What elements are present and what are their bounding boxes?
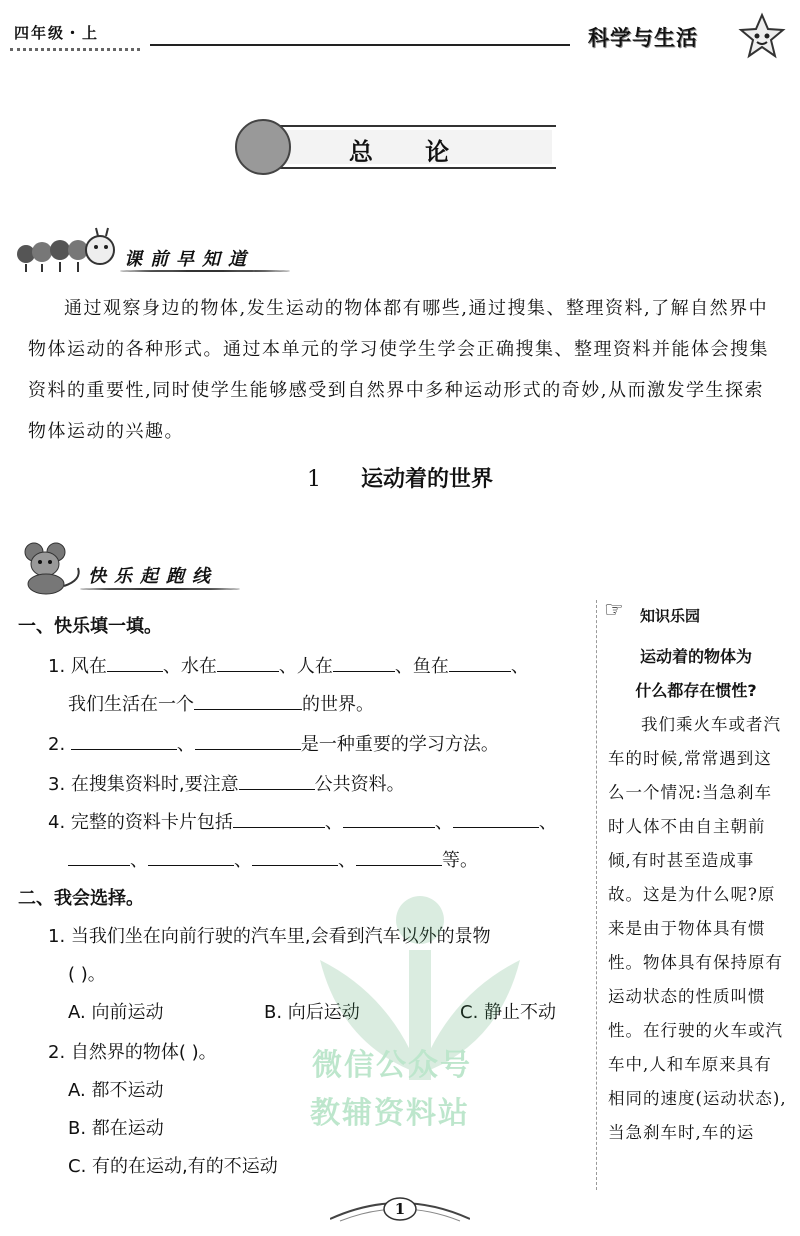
fill-question-3: 3. 在搜集资料时,要注意 公共资料。 (48, 770, 405, 796)
intro-paragraph: 通过观察身边的物体,发生运动的物体都有哪些,通过搜集、整理资料,了解自然界中物体运动的各种形式。通过本单元的学习使学生学会正确搜集、整理资料并能体会搜集资料的重要性,同时使学生能够感受到自然界中多种运动形式的奇妙,从而激发学生探索物体运动的兴趣。 (28, 298, 769, 442)
header-rule (150, 44, 570, 46)
fill-question-1: 1. 风在 、水在 、人在 、鱼在 、 (48, 652, 529, 678)
choice-option-c[interactable]: C. 有的在运动,有的不运动 (68, 1156, 278, 1177)
answer-blank[interactable] (233, 809, 325, 828)
fill-question-2: 2. 、 是一种重要的学习方法。 (48, 730, 499, 756)
mouse-icon (16, 540, 88, 596)
watermark-logo-icon (300, 880, 540, 1180)
caterpillar-icon (14, 222, 124, 280)
choice-option-b[interactable]: B. 都在运动 (68, 1118, 164, 1139)
section-underline (120, 270, 290, 272)
page-number: 1 (394, 1200, 406, 1218)
answer-blank[interactable] (217, 653, 279, 672)
chapter-title: 总 论 (348, 138, 472, 166)
answer-blank[interactable] (71, 731, 177, 750)
choice-option-a[interactable]: A. 都不运动 (68, 1080, 164, 1101)
answer-blank[interactable] (195, 731, 301, 750)
sidebar-divider (596, 600, 597, 1190)
pointing-hand-icon: ☞ (604, 598, 624, 623)
section-label-starting-line: 快乐起跑线 (88, 566, 218, 587)
answer-blank[interactable] (453, 809, 539, 828)
answer-blank[interactable] (239, 771, 315, 790)
lesson-number: 1 (306, 467, 321, 492)
answer-blank[interactable] (343, 809, 435, 828)
choice-option-a[interactable]: A. 向前运动 (68, 1002, 164, 1023)
grade-label: 四年级・上 (14, 24, 100, 42)
answer-blank[interactable] (148, 847, 234, 866)
answer-blank[interactable] (194, 691, 302, 710)
section-underline (80, 588, 240, 590)
watermark-line2: 教辅资料站 (310, 1096, 470, 1131)
answer-blank[interactable] (68, 847, 130, 866)
part1-heading: 一、快乐填一填。 (18, 616, 162, 637)
choice-question-1: 1. 当我们坐在向前行驶的汽车里,会看到汽车以外的景物 (48, 926, 491, 947)
fill-question-4: 4. 完整的资料卡片包括 、 、 、 (48, 808, 557, 834)
header-dots (10, 48, 140, 51)
sidebar-question-line2: 什么都存在惯性? (635, 681, 757, 700)
fill-question-1-cont: 我们生活在一个 的世界。 (68, 690, 374, 716)
section-label-preview: 课前早知道 (124, 249, 254, 270)
sidebar-label: 知识乐园 (640, 607, 701, 625)
answer-blank[interactable] (356, 847, 442, 866)
choice-option-b[interactable]: B. 向后运动 (264, 1002, 360, 1023)
answer-blank[interactable] (449, 653, 511, 672)
sidebar-question (606, 640, 786, 708)
lesson-name: 运动着的世界 (360, 467, 493, 492)
choice-question-1-paren[interactable]: ( )。 (68, 964, 106, 985)
sidebar-body: 我们乘火车或者汽车的时候,常常遇到这么一个情况:当急刹车时人体不由自主朝前倾,有时甚至造成事故。这是为什么呢?原来是由于物体具有惯性。物体具有保持原有运动状态的性质叫惯性。在行驶的火车或汽车中,人和车原来具有相同的速度(运动状态),当急刹车时,车的运 (608, 715, 787, 1142)
star-mascot-icon (738, 12, 786, 60)
lesson-title (0, 462, 800, 493)
watermark-line1: 微信公众号 (312, 1048, 472, 1083)
fill-question-4-cont: 、 、 、 等。 (68, 846, 478, 872)
answer-blank[interactable] (333, 653, 395, 672)
choice-question-2: 2. 自然界的物体( )。 (48, 1042, 217, 1063)
answer-blank[interactable] (107, 653, 163, 672)
book-title: 科学与生活 (588, 26, 698, 50)
choice-option-c[interactable]: C. 静止不动 (460, 1002, 557, 1023)
sidebar-question-line1: 运动着的物体为 (639, 647, 752, 666)
part2-heading: 二、我会选择。 (18, 888, 144, 909)
answer-blank[interactable] (252, 847, 338, 866)
